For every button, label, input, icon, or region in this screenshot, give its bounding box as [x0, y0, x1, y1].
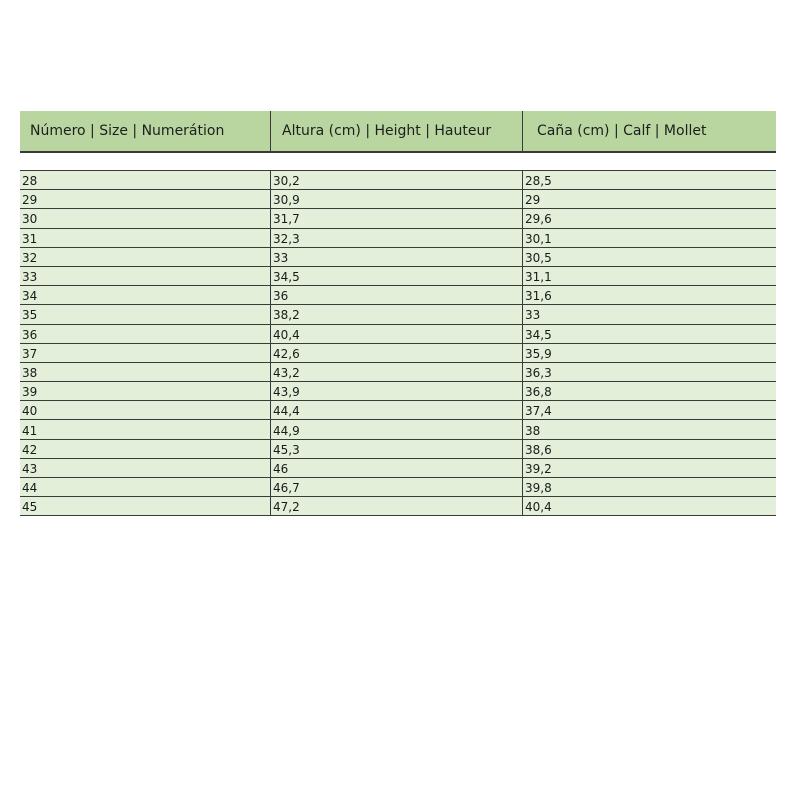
- table-row: [20, 363, 776, 382]
- size-cell: 32: [20, 248, 271, 266]
- table-row: [20, 305, 776, 324]
- table-header-row: [20, 111, 776, 153]
- header-spacer: [20, 153, 776, 171]
- table-row: [20, 171, 776, 190]
- calf-cell: 39,8: [525, 481, 552, 496]
- size-cell: 31: [20, 229, 271, 247]
- calf-cell: 31,1: [525, 270, 552, 285]
- height-cell: 44,4: [271, 401, 523, 419]
- size-cell: 41: [20, 420, 271, 438]
- header-calf: Caña (cm) | Calf | Mollet: [537, 123, 707, 139]
- calf-cell: 34,5: [525, 327, 552, 342]
- height-cell: 42,6: [271, 344, 523, 362]
- table-row: [20, 344, 776, 363]
- height-cell: 43,2: [271, 363, 523, 381]
- table-body: [20, 171, 776, 516]
- table-row: [20, 459, 776, 478]
- height-cell: 44,9: [271, 420, 523, 438]
- table-row: [20, 382, 776, 401]
- calf-cell: 40,4: [525, 500, 552, 515]
- table-row: [20, 401, 776, 420]
- size-cell: 35: [20, 305, 271, 323]
- size-cell: 33: [20, 267, 271, 285]
- table-row: [20, 478, 776, 497]
- table-row: [20, 209, 776, 228]
- table-row: [20, 497, 776, 516]
- size-cell: 28: [20, 171, 271, 189]
- size-cell: 36: [20, 325, 271, 343]
- height-cell: 46: [271, 459, 523, 477]
- size-cell: 38: [20, 363, 271, 381]
- size-cell: 45: [20, 497, 271, 515]
- height-cell: 30,9: [271, 190, 523, 208]
- height-cell: 43,9: [271, 382, 523, 400]
- size-cell: 34: [20, 286, 271, 304]
- calf-cell: 38,6: [525, 442, 552, 457]
- size-cell: 39: [20, 382, 271, 400]
- calf-cell: 31,6: [525, 289, 552, 304]
- height-cell: 34,5: [271, 267, 523, 285]
- height-cell: 46,7: [271, 478, 523, 496]
- height-cell: 30,2: [271, 171, 523, 189]
- table-row: [20, 440, 776, 459]
- table-row: [20, 229, 776, 248]
- calf-cell: 29,6: [525, 212, 552, 227]
- header-size: Número | Size | Numerátion: [20, 111, 271, 151]
- size-cell: 37: [20, 344, 271, 362]
- calf-cell: 36,8: [525, 385, 552, 400]
- calf-cell: 29: [525, 193, 541, 208]
- header-height: Altura (cm) | Height | Hauteur: [271, 111, 523, 151]
- height-cell: 47,2: [271, 497, 523, 515]
- table-row: [20, 248, 776, 267]
- height-cell: 40,4: [271, 325, 523, 343]
- table-row: [20, 325, 776, 344]
- size-cell: 29: [20, 190, 271, 208]
- calf-cell: 28,5: [525, 174, 552, 189]
- size-chart-table: [20, 111, 776, 516]
- table-row: [20, 420, 776, 439]
- size-cell: 42: [20, 440, 271, 458]
- height-cell: 32,3: [271, 229, 523, 247]
- calf-cell: 30,1: [525, 231, 552, 246]
- height-cell: 36: [271, 286, 523, 304]
- calf-cell: 33: [525, 308, 541, 323]
- calf-cell: 39,2: [525, 461, 552, 476]
- calf-cell: 37,4: [525, 404, 552, 419]
- calf-cell: 38: [525, 423, 541, 438]
- height-cell: 33: [271, 248, 523, 266]
- size-cell: 30: [20, 209, 271, 227]
- size-cell: 44: [20, 478, 271, 496]
- height-cell: 45,3: [271, 440, 523, 458]
- table-row: [20, 267, 776, 286]
- height-cell: 31,7: [271, 209, 523, 227]
- calf-cell: 30,5: [525, 250, 552, 265]
- calf-cell: 36,3: [525, 365, 552, 380]
- height-cell: 38,2: [271, 305, 523, 323]
- table-row: [20, 190, 776, 209]
- size-cell: 43: [20, 459, 271, 477]
- calf-cell: 35,9: [525, 346, 552, 361]
- table-row: [20, 286, 776, 305]
- size-cell: 40: [20, 401, 271, 419]
